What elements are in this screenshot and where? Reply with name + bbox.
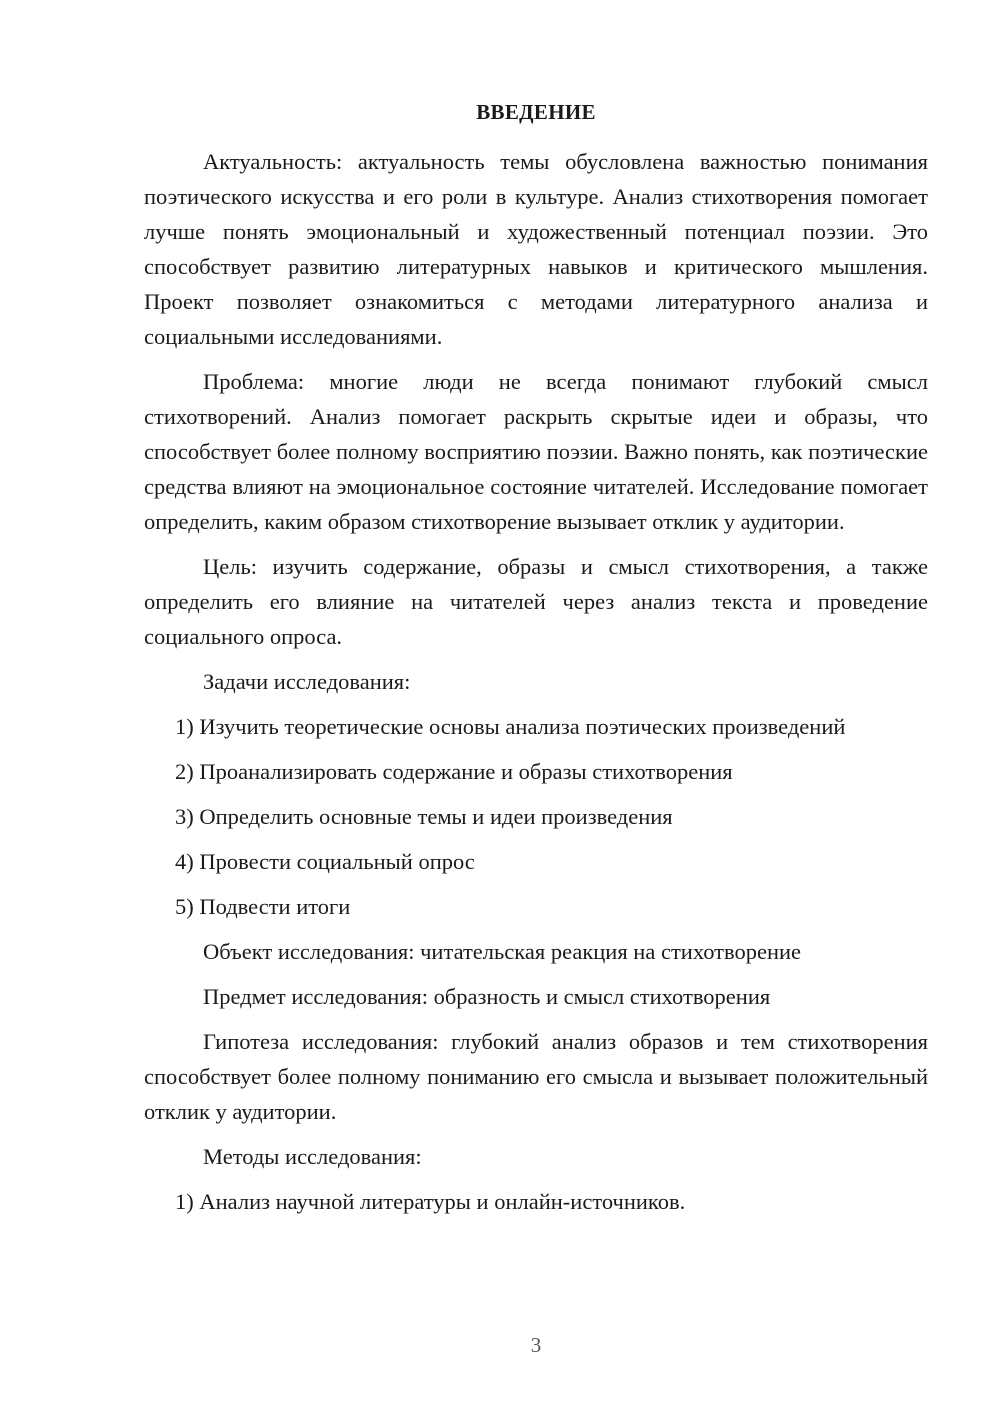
list-item: 1) Изучить теоретические основы анализа поэтических произведений bbox=[175, 714, 846, 739]
methods-list bbox=[144, 1184, 928, 1219]
methods-heading: Методы исследования: bbox=[203, 1144, 422, 1169]
tasks-heading: Задачи исследования: bbox=[203, 669, 411, 694]
list-item: 2) Проанализировать содержание и образы стихотворения bbox=[175, 759, 733, 784]
document-page bbox=[144, 95, 928, 1229]
object-line: Объект исследования: читательская реакция на стихотворение bbox=[203, 939, 802, 964]
list-item: 5) Подвести итоги bbox=[175, 894, 351, 919]
tasks-list bbox=[144, 709, 928, 924]
problem-paragraph: Проблема: многие люди не всегда понимают глубокий смысл стихотворений. Анализ помогает раскрыть скрытые идеи и образы, что способствует более полному восприятию поэзии. Важно понять, как поэтические средства влияют на эмоциональное состояние читателей. Исследование помогает определить, каким образом стихотворение вызывает отклик у аудитории. bbox=[144, 369, 928, 534]
relevance-paragraph: Актуальность: актуальность темы обусловлена важностью понимания поэтического искусства и его роли в культуре. Анализ стихотворения помогает лучше понять эмоциональный и художественный потенциал поэзии. Это способствует развитию литературных навыков и критического мышления. Проект позволяет ознакомиться с методами литературного анализа и социальными исследованиями. bbox=[144, 149, 928, 349]
hypothesis-paragraph: Гипотеза исследования: глубокий анализ образов и тем стихотворения способствует более полному пониманию его смысла и вызывает положительный отклик у аудитории. bbox=[144, 1029, 928, 1124]
list-item: 3) Определить основные темы и идеи произведения bbox=[175, 804, 673, 829]
page-title: ВВЕДЕНИЕ bbox=[476, 100, 596, 124]
page-number: 3 bbox=[530, 1333, 542, 1357]
list-item: 4) Провести социальный опрос bbox=[175, 849, 475, 874]
subject-line: Предмет исследования: образность и смысл стихотворения bbox=[203, 984, 771, 1009]
list-item: 1) Анализ научной литературы и онлайн-источников. bbox=[175, 1189, 686, 1214]
goal-paragraph: Цель: изучить содержание, образы и смысл стихотворения, а также определить его влияние на читателей через анализ текста и проведение социального опроса. bbox=[144, 554, 928, 649]
